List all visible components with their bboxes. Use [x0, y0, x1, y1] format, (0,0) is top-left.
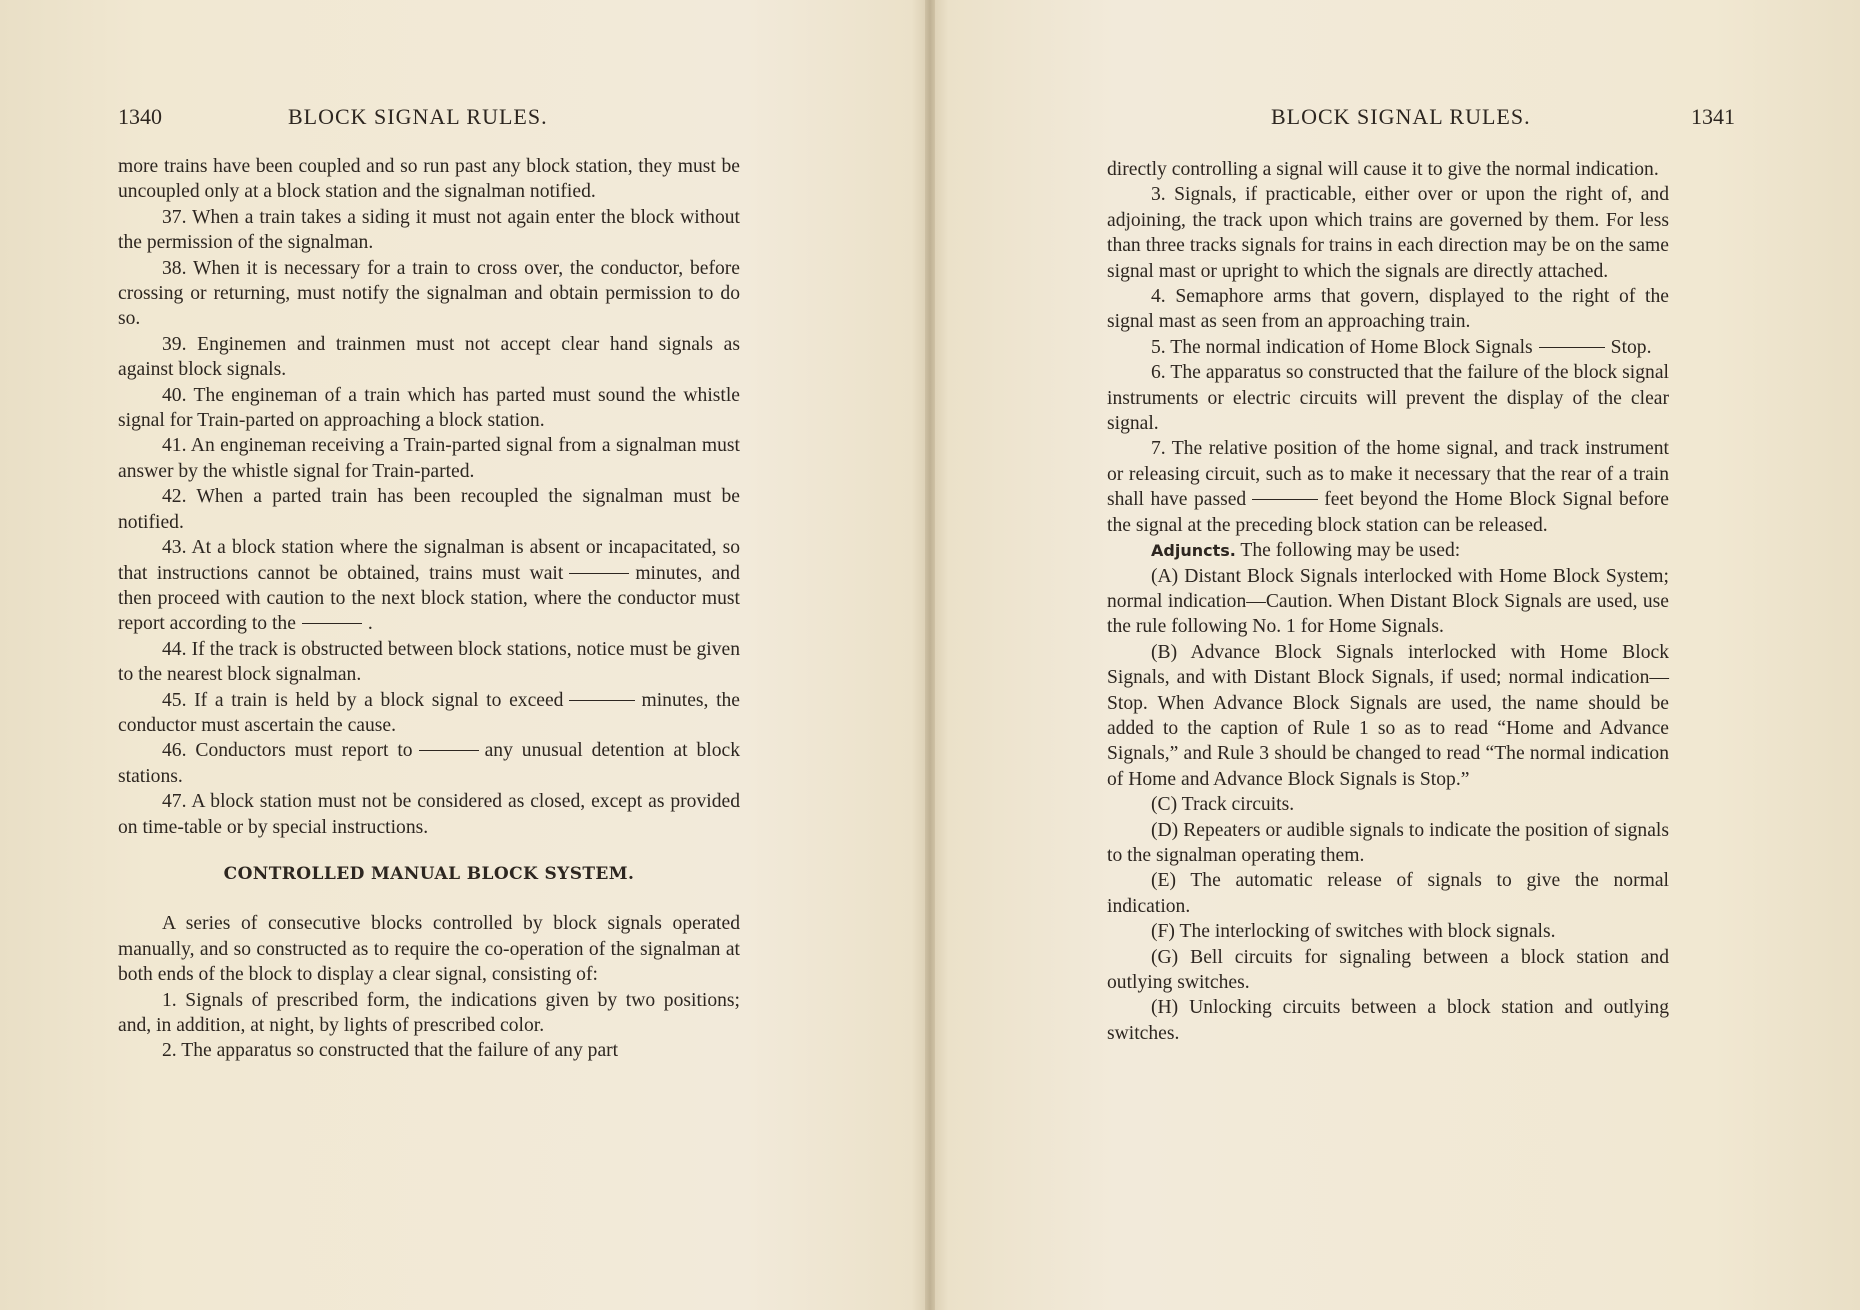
left-page-number: 1340 [118, 104, 162, 129]
rule-45 [118, 688, 740, 739]
paragraph: directly controlling a signal will cause it to give the normal indication. [1107, 159, 1659, 180]
rule-45-text-a: 45. If a train is held by a block signal to exceed [162, 689, 564, 711]
adjunct-g: (G) Bell circuits for signaling between a block station and outlying switches. [1107, 946, 1669, 993]
item-5-text-b: Stop. [1610, 336, 1652, 358]
section-title: CONTROLLED MANUAL BLOCK SYSTEM. [223, 863, 635, 884]
paragraph: more trains have been coupled and so run past any block station, they must be uncoupled only at a block station and the signalman notified. [118, 156, 740, 203]
left-page [0, 0, 925, 1310]
item-4: 4. Semaphore arms that govern, displayed to the right of the signal mast as seen from an approaching train. [1107, 286, 1669, 333]
rule-46-text-a: 46. Conductors must report to [162, 740, 413, 762]
item-5-text-a: 5. The normal indication of Home Block Signals [1151, 336, 1533, 358]
blank-line [302, 623, 362, 624]
item-7 [1107, 436, 1669, 538]
right-running-head: BLOCK SIGNAL RULES. [1271, 104, 1531, 129]
adjunct-d: (D) Repeaters or audible signals to indicate the position of signals to the signalman operating them. [1107, 819, 1669, 866]
left-page-body [118, 154, 740, 1064]
left-running-head: BLOCK SIGNAL RULES. [288, 104, 548, 129]
rule-41: 41. An engineman receiving a Train-parted signal from a signalman must answer by the whistle signal for Train-parted. [118, 435, 740, 482]
rule-42: 42. When a parted train has been recoupled the signalman must be notified. [118, 486, 740, 533]
right-page [935, 0, 1860, 1310]
blank-line [419, 750, 479, 751]
right-page-number: 1341 [1691, 104, 1735, 129]
item-5 [1107, 335, 1669, 360]
item-6: 6. The apparatus so constructed that the failure of the block signal instruments or electric circuits will prevent the display of the clear signal. [1107, 362, 1669, 435]
rule-37: 37. When a train takes a siding it must not again enter the block without the permission of the signalman. [118, 206, 740, 254]
rule-46 [118, 738, 740, 789]
blank-line [1539, 347, 1605, 348]
rule-38: 38. When it is necessary for a train to cross over, the conductor, before crossing or returning, must notify the signalman and obtain permission to do so. [118, 257, 740, 330]
item-7-text-a: 7. The relative position of the home signal, and track instrument or releasing circuit, such as to make it necessary that the rear of a train shall have passed [1107, 438, 1669, 511]
rule-43 [118, 535, 740, 637]
adjunct-f: (F) The interlocking of switches with block signals. [1151, 921, 1556, 943]
section-item-2: 2. The apparatus so constructed that the failure of any part [162, 1040, 619, 1062]
rule-39: 39. Enginemen and trainmen must not accept clear hand signals as against block signals. [118, 333, 740, 381]
item-3: 3. Signals, if practicable, either over or upon the right of, and adjoining, the track upon which trains are governed by them. For less than three tracks signals for trains in each direction may be on the same signal mast or upright to which the signals are directly attached. [1107, 184, 1669, 282]
rule-40: 40. The engineman of a train which has parted must sound the whistle signal for Train-parted on approaching a block station. [118, 384, 740, 432]
adjunct-c: (C) Track circuits. [1151, 794, 1295, 816]
item-7-text-b: feet beyond the Home Block Signal before the signal at the preceding block station can be released. [1107, 489, 1670, 536]
section-intro: A series of consecutive blocks controlled by block signals operated manually, and so constructed as to require the co-operation of the signalman at both ends of the block to display a clear signal, consisting of: [118, 913, 740, 986]
rule-45-text-b: minutes, the conductor must ascertain the cause. [118, 689, 741, 736]
adjunct-b: (B) Advance Block Signals interlocked with Home Block Signals, and with Distant Block Signals, if used; normal indication—Stop. When Advance Block Signals are used, the name should be added to the caption of Rule 1 so as to read “Home and Advance Signals,” and Rule 3 should be changed to read “The normal indication of Home and Advance Block Signals is Stop.” [1107, 641, 1669, 790]
rule-47: 47. A block station must not be considered as closed, except as provided on time-table or by special instructions. [118, 791, 740, 838]
section-item-1: 1. Signals of prescribed form, the indications given by two positions; and, in addition, at night, by lights of prescribed color. [118, 989, 740, 1036]
adjuncts-label: Adjuncts. [1151, 541, 1236, 561]
rule-43-text-a: 43. At a block station where the signalman is absent or incapacitated, so that instructions cannot be obtained, trains must wait [118, 537, 740, 584]
adjunct-e: (E) The automatic release of signals to give the normal indication. [1107, 870, 1669, 917]
book-gutter [925, 0, 935, 1310]
blank-line [1252, 499, 1318, 500]
blank-line [569, 700, 635, 701]
right-page-body [1107, 157, 1669, 1046]
adjuncts-intro: The following may be used: [1240, 540, 1461, 562]
adjuncts-heading [1107, 538, 1669, 563]
rule-43-text-c: . [367, 613, 373, 635]
blank-line [569, 573, 629, 574]
rule-44: 44. If the track is obstructed between block stations, notice must be given to the nearest block signalman. [118, 638, 740, 686]
adjunct-a: (A) Distant Block Signals interlocked with Home Block System; normal indication—Caution. When Distant Block Signals are used, use the rule following No. 1 for Home Signals. [1107, 565, 1669, 638]
rule-43-text-b: minutes, and then proceed with caution to the next block station, where the conductor must report according to the [118, 562, 740, 635]
adjunct-h: (H) Unlocking circuits between a block station and outlying switches. [1107, 997, 1669, 1044]
rule-46-text-b: any unusual detention at block stations. [118, 740, 741, 787]
